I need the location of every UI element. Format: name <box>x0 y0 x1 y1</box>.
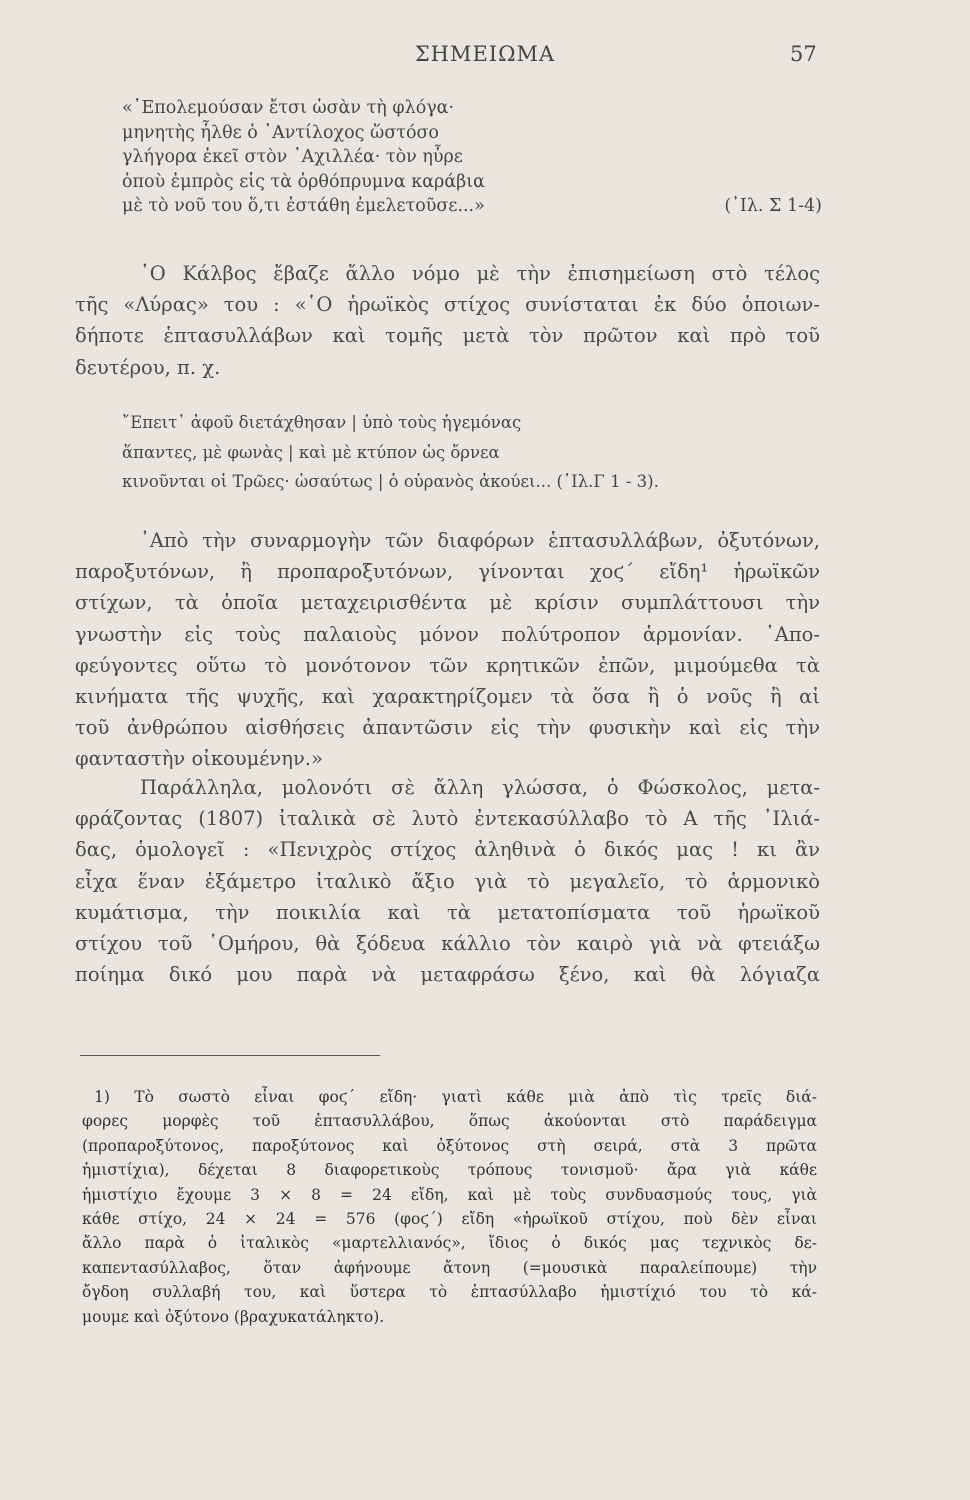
paragraph-line: γνωστὴν εἰς τοὺς παλαιοὺς μόνον πολύτροπον ἁρμονίαν. ᾿Απο- <box>75 622 820 646</box>
paragraph-line: ποίημα δικό μου παρὰ νὰ μεταφράσω ξένο, καὶ θὰ λόγιαζα <box>75 963 820 987</box>
footnote-line: (προπαροξύτονος, παροξύτονος καὶ ὀξύτονος στὴ σειρά, στὰ 3 πρῶτα <box>82 1136 817 1155</box>
verse-line: κινοῦνται οἱ Τρῶες· ὡσαύτως | ὁ οὐρανὸς ἀκούει... (᾿Ιλ.Γ 1 - 3). <box>122 472 659 491</box>
verse-quotation-iliad-sigma <box>122 96 822 219</box>
footnote-divider <box>80 1055 380 1056</box>
paragraph-kalvos <box>75 258 820 383</box>
verse-line <box>122 194 822 219</box>
paragraph-line: τοῦ ἀνθρώπου αἰσθήσεις ἀπαντῶσιν εἰς τὴν φυσικὴν καὶ εἰς τὴν <box>75 716 820 740</box>
verse-quotation-iliad-gamma <box>122 408 822 497</box>
paragraph-line: τῆς «Λύρας» του : «῾Ο ἡρωϊκὸς στίχος συνίσταται ἐκ δύο ὁποιων- <box>75 293 820 317</box>
verse-line: ῎Επειτ᾿ ἀφοῦ διετάχθησαν | ὑπὸ τοὺς ἡγεμόνας <box>122 413 522 432</box>
verse-citation: (᾿Ιλ. Σ 1-4) <box>724 196 822 216</box>
paragraph-line: παροξυτόνων, ἢ προπαροξυτόνων, γίνονται χοϛ´ εἴδη¹ ἡρωϊκῶν <box>75 560 820 584</box>
paragraph-line: φράζοντας (1807) ἰταλικὰ σὲ λυτὸ ἐντεκασύλλαβο τὸ Α τῆς ᾿Ιλιά- <box>75 807 820 831</box>
footnote-1 <box>82 1085 817 1329</box>
footnote-line: καπεντασύλλαβος, ὅταν ἀφήνουμε ἄτονη (=μουσικὰ παραλείπουμε) τὴν <box>82 1258 817 1277</box>
paragraph-line: Παράλληλα, μολονότι σὲ ἄλλη γλώσσα, ὁ Φώσκολος, μετα- <box>140 776 820 799</box>
page-number: 57 <box>790 42 817 66</box>
paragraph-line: κινήματα τῆς ψυχῆς, καὶ χαρακτηρίζομεν τὰ ὅσα ἢ ὁ νοῦς ἢ αἱ <box>75 684 820 708</box>
paragraph-line: δευτέρου, π. χ. <box>75 355 221 379</box>
footnote-line: ἡμιστίχια), δέχεται 8 διαφορετικοὺς τρόπους τονισμοῦ· ἄρα γιὰ κάθε <box>82 1161 817 1180</box>
footnote-line: φορες μορφὲς τοῦ ἑπτασυλλάβου, ὅπως ἀκούονται στὸ παράδειγμα <box>82 1112 817 1131</box>
footnote-line: κάθε στίχο, 24 × 24 = 576 (φοϛ´) εἴδη «ἡρωϊκοῦ στίχου, ποὺ δὲν εἶναι <box>82 1209 817 1228</box>
paragraph-foscolo <box>75 772 820 990</box>
verse-line: «᾿Επολεμούσαν ἔτσι ὡσὰν τὴ φλόγα· <box>122 98 455 118</box>
paragraph-line: φεύγοντες οὕτω τὸ μονότονον τῶν κρητικῶν ἐπῶν, μιμούμεθα τὰ <box>75 653 820 677</box>
paragraph-line: κυμάτισμα, τὴν ποικιλία καὶ τὰ μετατοπίσματα τοῦ ἡρωϊκοῦ <box>75 900 820 924</box>
paragraph-line: στίχων, τὰ ὁποῖα μεταχειρισθέντα μὲ κρίσιν συμπλάττουσι τὴν <box>75 591 820 615</box>
verse-line-text: μὲ τὸ νοῦ του ὅ,τι ἐστάθη ἐμελετοῦσε...» <box>122 196 485 216</box>
paragraph-line: φανταστὴν οἰκουμένην.» <box>75 747 323 771</box>
verse-line: γλήγορα ἐκεῖ στὸν ᾿Αχιλλέα· τὸν ηὗρε <box>122 147 463 167</box>
paragraph-line: εἶχα ἕναν ἑξάμετρο ἰταλικὸ ἄξιο γιὰ τὸ μεγαλεῖο, τὸ ἁρμονικὸ <box>75 869 820 893</box>
paragraph-line: δήποτε ἑπτασυλλάβων καὶ τομῆς μετὰ τὸν πρῶτον καὶ πρὸ τοῦ <box>75 324 820 348</box>
paragraph-line: ῾Ο Κάλβος ἔβαζε ἄλλο νόμο μὲ τὴν ἐπισημείωση στὸ τέλος <box>140 262 820 285</box>
paragraph-line: στίχου τοῦ ῾Ομήρου, θὰ ξόδευα κάλλιο τὸν καιρὸ γιὰ νὰ φτειάξω <box>75 931 820 955</box>
paragraph-line: δας, ὁμολογεῖ : «Πενιχρὸς στίχος ἀληθινὰ ὁ δικός μας ! κι ἂν <box>75 838 820 862</box>
running-header-title: ΣΗΜΕΙΩΜΑ <box>414 42 556 66</box>
footnote-line: ἡμιστίχιο ἔχουμε 3 × 8 = 24 εἴδη, καὶ μὲ τοὺς συνδυασμούς τους, γιὰ <box>82 1185 817 1204</box>
paragraph-line: ᾿Απὸ τὴν συναρμογὴν τῶν διαφόρων ἑπτασυλλάβων, ὀξυτόνων, <box>140 529 820 552</box>
footnote-line: 1) Τὸ σωστὸ εἶναι φοϛ´ εἴδη· γιατὶ κάθε μιὰ ἀπὸ τὶς τρεῖς διά- <box>94 1088 817 1106</box>
verse-line: μηνητὴς ἦλθε ὁ ᾿Αντίλοχος ὥστόσο <box>122 122 439 143</box>
verse-line: ὁποὺ ἐμπρὸς εἰς τὰ ὀρθόπρυμνα καράβια <box>122 171 485 192</box>
footnote-line: ἄλλο παρὰ ὁ ἰταλικὸς «μαρτελλιανός», ἴδιος ὁ δικός μας τεχνικὸς δε- <box>82 1234 817 1253</box>
footnote-line: μουμε καὶ ὀξύτονο (βραχυκατάληκτο). <box>82 1307 385 1326</box>
verse-line: ἅπαντες, μὲ φωνὰς | καὶ μὲ κτύπον ὡς ὄρνεα <box>122 442 500 462</box>
paragraph-heroic-verse <box>75 525 820 775</box>
footnote-line: ὄγδοη συλλαβή του, καὶ ὕστερα τὸ ἑπτασύλλαβο ἡμιστίχιό του τὸ κά- <box>82 1283 817 1302</box>
